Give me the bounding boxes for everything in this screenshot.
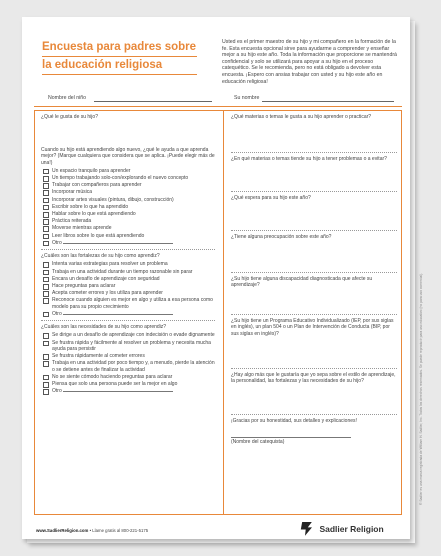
checkbox[interactable] — [43, 312, 49, 318]
checkbox-option[interactable] — [41, 374, 215, 380]
checkbox[interactable] — [43, 284, 49, 290]
checkbox-option[interactable] — [41, 197, 215, 203]
checkbox-label: Trabajar con compañeros para aprender — [52, 182, 142, 189]
checkbox-label: Un espacio tranquilo para aprender — [52, 167, 131, 174]
checkbox-label: Se frustra rápida y fácilmente al resolver un problema y necesita mucha ayuda para persistir — [52, 339, 211, 352]
checkbox[interactable] — [43, 354, 49, 360]
checkbox-option[interactable] — [41, 353, 215, 359]
column-divider — [223, 111, 224, 514]
checkbox[interactable] — [43, 169, 49, 175]
checkbox-option[interactable] — [41, 240, 215, 246]
lightning-logo-icon — [298, 522, 312, 536]
checkbox-label: Otro — [52, 239, 62, 246]
question-iep-plan: ¿Su hijo tiene un Programa Educativo Individualizado (IEP, por sus siglas en inglés), un plan 504 o un Plan de Intervención de Conducta (BIP, por sus siglas en inglés)? — [231, 318, 394, 337]
catechist-signature-field[interactable] — [231, 428, 351, 438]
checkbox[interactable] — [43, 190, 49, 196]
checkbox-label: Encara un desafío de aprendizaje con seguridad — [52, 275, 160, 282]
question-strengths: ¿Cuáles son las fortalezas de su hijo como aprendiz? — [41, 253, 160, 260]
checkbox[interactable] — [43, 212, 49, 218]
section-divider — [231, 314, 397, 315]
checkbox-label: Moverse mientras aprende — [52, 225, 112, 232]
worksheet-page — [22, 17, 423, 539]
title-line-1: Encuesta para padres sobre — [42, 39, 197, 57]
child-name-field[interactable] — [94, 101, 212, 102]
checkbox[interactable] — [43, 205, 49, 211]
checkbox-label: Acepta cometer errores y los utiliza para aprender — [52, 290, 163, 297]
your-name-field[interactable] — [262, 101, 394, 102]
checkbox-label: Intenta varias estrategias para resolver un problema — [52, 261, 168, 268]
checkbox-option[interactable] — [41, 388, 215, 394]
checkbox-option[interactable] — [41, 204, 215, 210]
checkbox-label: Trabaja en una actividad durante un tiempo razonable sin parar — [52, 268, 193, 275]
checkbox-label: Trabaja en una actividad por poco tiempo y, a menudo, pierde la atención o se detiene antes de finalizar la actividad — [52, 360, 215, 373]
strengths-options — [41, 261, 215, 317]
checkbox-option[interactable] — [41, 189, 215, 195]
checkbox[interactable] — [43, 291, 49, 297]
question-year-hopes: ¿Qué espera para su hijo este año? — [231, 195, 311, 201]
checkbox[interactable] — [43, 262, 49, 268]
your-name-label: Su nombre — [234, 95, 260, 101]
checkbox-label: Otro — [52, 388, 62, 395]
checkbox-option[interactable] — [41, 269, 215, 275]
website-link[interactable]: www.SadlierReligion.com — [36, 528, 89, 533]
checkbox-option[interactable] — [41, 168, 215, 174]
intro-paragraph: Usted es el primer maestro de su hijo y mi compañero en la formación de la fe. Esta encuesta opcional sirve para ayudarme a comprender y enseñar mejor a su hijo este año. Toda la información que proporcione se mantendrá confidencial y solo se utilizará para apoyar a su hijo en el proceso catequético. Se le recomienda, pero no está obligado a devolver esta encuesta. ¡Espero con ansias trabajar con usted y su hijo este año en educación religiosa! — [222, 39, 397, 85]
right-column — [231, 114, 397, 446]
checkbox[interactable] — [43, 241, 49, 247]
checkbox[interactable] — [43, 183, 49, 189]
checkbox-option[interactable] — [41, 360, 215, 373]
checkbox[interactable] — [43, 375, 49, 381]
checkbox[interactable] — [43, 333, 49, 339]
question-disability: ¿Su hijo tiene alguna discapacidad diagnosticada que afecte su aprendizaje? — [231, 276, 373, 289]
section-divider — [231, 368, 397, 369]
section-divider — [231, 191, 397, 192]
checkbox-option[interactable] — [41, 175, 215, 181]
checkbox[interactable] — [43, 176, 49, 182]
checkbox[interactable] — [43, 219, 49, 225]
question-learning-help: Cuando su hijo está aprendiendo algo nuevo, ¿qué le ayuda a que aprenda mejor? (Marque cualquiera que considera que se aplica. ¡Puede elegir más de una!) — [41, 147, 215, 166]
left-column — [41, 114, 215, 395]
checkbox-option[interactable] — [41, 211, 215, 217]
survey-box — [34, 110, 402, 515]
other-text-field[interactable] — [63, 243, 173, 244]
learning-help-options — [41, 168, 215, 246]
section-divider — [41, 249, 215, 250]
question-likes: ¿Qué le gusta de su hijo? — [41, 114, 98, 120]
checkbox[interactable] — [43, 361, 49, 367]
checkbox-label: No se siente cómodo haciendo preguntas para aclarar — [52, 373, 173, 380]
checkbox-option[interactable] — [41, 311, 215, 317]
catechist-name-label: (Nombre del catequista) — [231, 439, 285, 446]
checkbox-option[interactable] — [41, 381, 215, 387]
checkbox[interactable] — [43, 382, 49, 388]
section-divider — [231, 152, 397, 153]
checkbox-option[interactable] — [41, 276, 215, 282]
footer-contact — [36, 528, 148, 533]
brand-logo — [298, 520, 384, 538]
question-problem-subjects: ¿En qué materias o temas tiende su hijo a tener problemas o a evitar? — [231, 156, 387, 162]
checkbox-label: Piensa que solo una persona puede ser la mejor en algo — [52, 380, 178, 387]
phone-number: • Llame gratis al 800-221-5175 — [89, 528, 149, 533]
question-anything-else: ¿Hay algo más que le gustaría que yo sepa sobre el estilo de aprendizaje, la personalidad, las fortalezas y las necesidades de su hijo? — [231, 372, 396, 385]
checkbox-option[interactable] — [41, 218, 215, 224]
checkbox-option[interactable] — [41, 225, 215, 231]
question-concerns: ¿Tiene alguna preocupación sobre este año? — [231, 234, 332, 240]
checkbox-label: Incorporar música — [52, 189, 93, 196]
checkbox-option[interactable] — [41, 261, 215, 267]
brand-name: Sadlier Religion — [319, 523, 384, 534]
section-divider — [231, 230, 397, 231]
page-title — [42, 39, 202, 75]
section-divider — [231, 272, 397, 273]
checkbox-label: Incorporar artes visuales (pintura, dibujo, construcción) — [52, 196, 174, 203]
checkbox[interactable] — [43, 389, 49, 395]
other-text-field[interactable] — [63, 314, 173, 315]
checkbox-option[interactable] — [41, 290, 215, 296]
checkbox-option[interactable] — [41, 233, 215, 239]
question-favorite-subjects: ¿Qué materias o temas le gusta a su hijo aprender o practicar? — [231, 114, 372, 120]
copyright-note: ® Sadlier es una marca registrada de William H. Sadlier, Inc. Todos los derechos reservados. Se puede reproducir para uso educativo (no para uso comercial). — [419, 273, 423, 505]
other-text-field[interactable] — [63, 391, 173, 392]
checkbox-label: Escribir sobre lo que ha aprendido — [52, 203, 129, 210]
checkbox-label: Hace preguntas para aclarar — [52, 282, 116, 289]
checkbox-label: Leer libros sobre lo que está aprendiendo — [52, 232, 145, 239]
section-divider — [231, 414, 397, 415]
needs-options — [41, 332, 215, 394]
checkbox-option[interactable] — [41, 182, 215, 188]
header-rule — [34, 106, 402, 107]
thank-you-note: ¡Gracias por su honestidad, sus detalles y explicaciones! — [231, 418, 357, 424]
title-line-2: la educación religiosa — [42, 57, 197, 75]
checkbox[interactable] — [43, 341, 49, 347]
checkbox-label: Se dirige a un desafío de aprendizaje con indecisión o evade dignamente — [52, 332, 215, 339]
child-name-label: Nombre del niño — [48, 95, 87, 101]
checkbox[interactable] — [43, 270, 49, 276]
checkbox-option[interactable] — [41, 297, 215, 310]
checkbox-option[interactable] — [41, 283, 215, 289]
checkbox-label: Un tiempo trabajando solo-con/explorando el nuevo concepto — [52, 175, 189, 182]
checkbox-label: Práctica reiterada — [52, 218, 92, 225]
checkbox[interactable] — [43, 277, 49, 283]
checkbox-option[interactable] — [41, 340, 215, 353]
question-needs: ¿Cuáles son las necesidades de su hijo como aprendiz? — [41, 324, 167, 331]
checkbox[interactable] — [43, 298, 49, 304]
section-divider — [41, 320, 215, 321]
checkbox-label: Se frustra rápidamente al cometer errores — [52, 353, 145, 360]
checkbox[interactable] — [43, 234, 49, 240]
checkbox-label: Otro — [52, 310, 62, 317]
checkbox[interactable] — [43, 198, 49, 204]
checkbox-label: Hablar sobre lo que está aprendiendo — [52, 211, 136, 218]
checkbox-option[interactable] — [41, 332, 215, 338]
checkbox-label: Reconoce cuando alguien es mejor en algo y utiliza a esa persona como modelo para su propio crecimiento — [52, 297, 213, 310]
checkbox[interactable] — [43, 226, 49, 232]
